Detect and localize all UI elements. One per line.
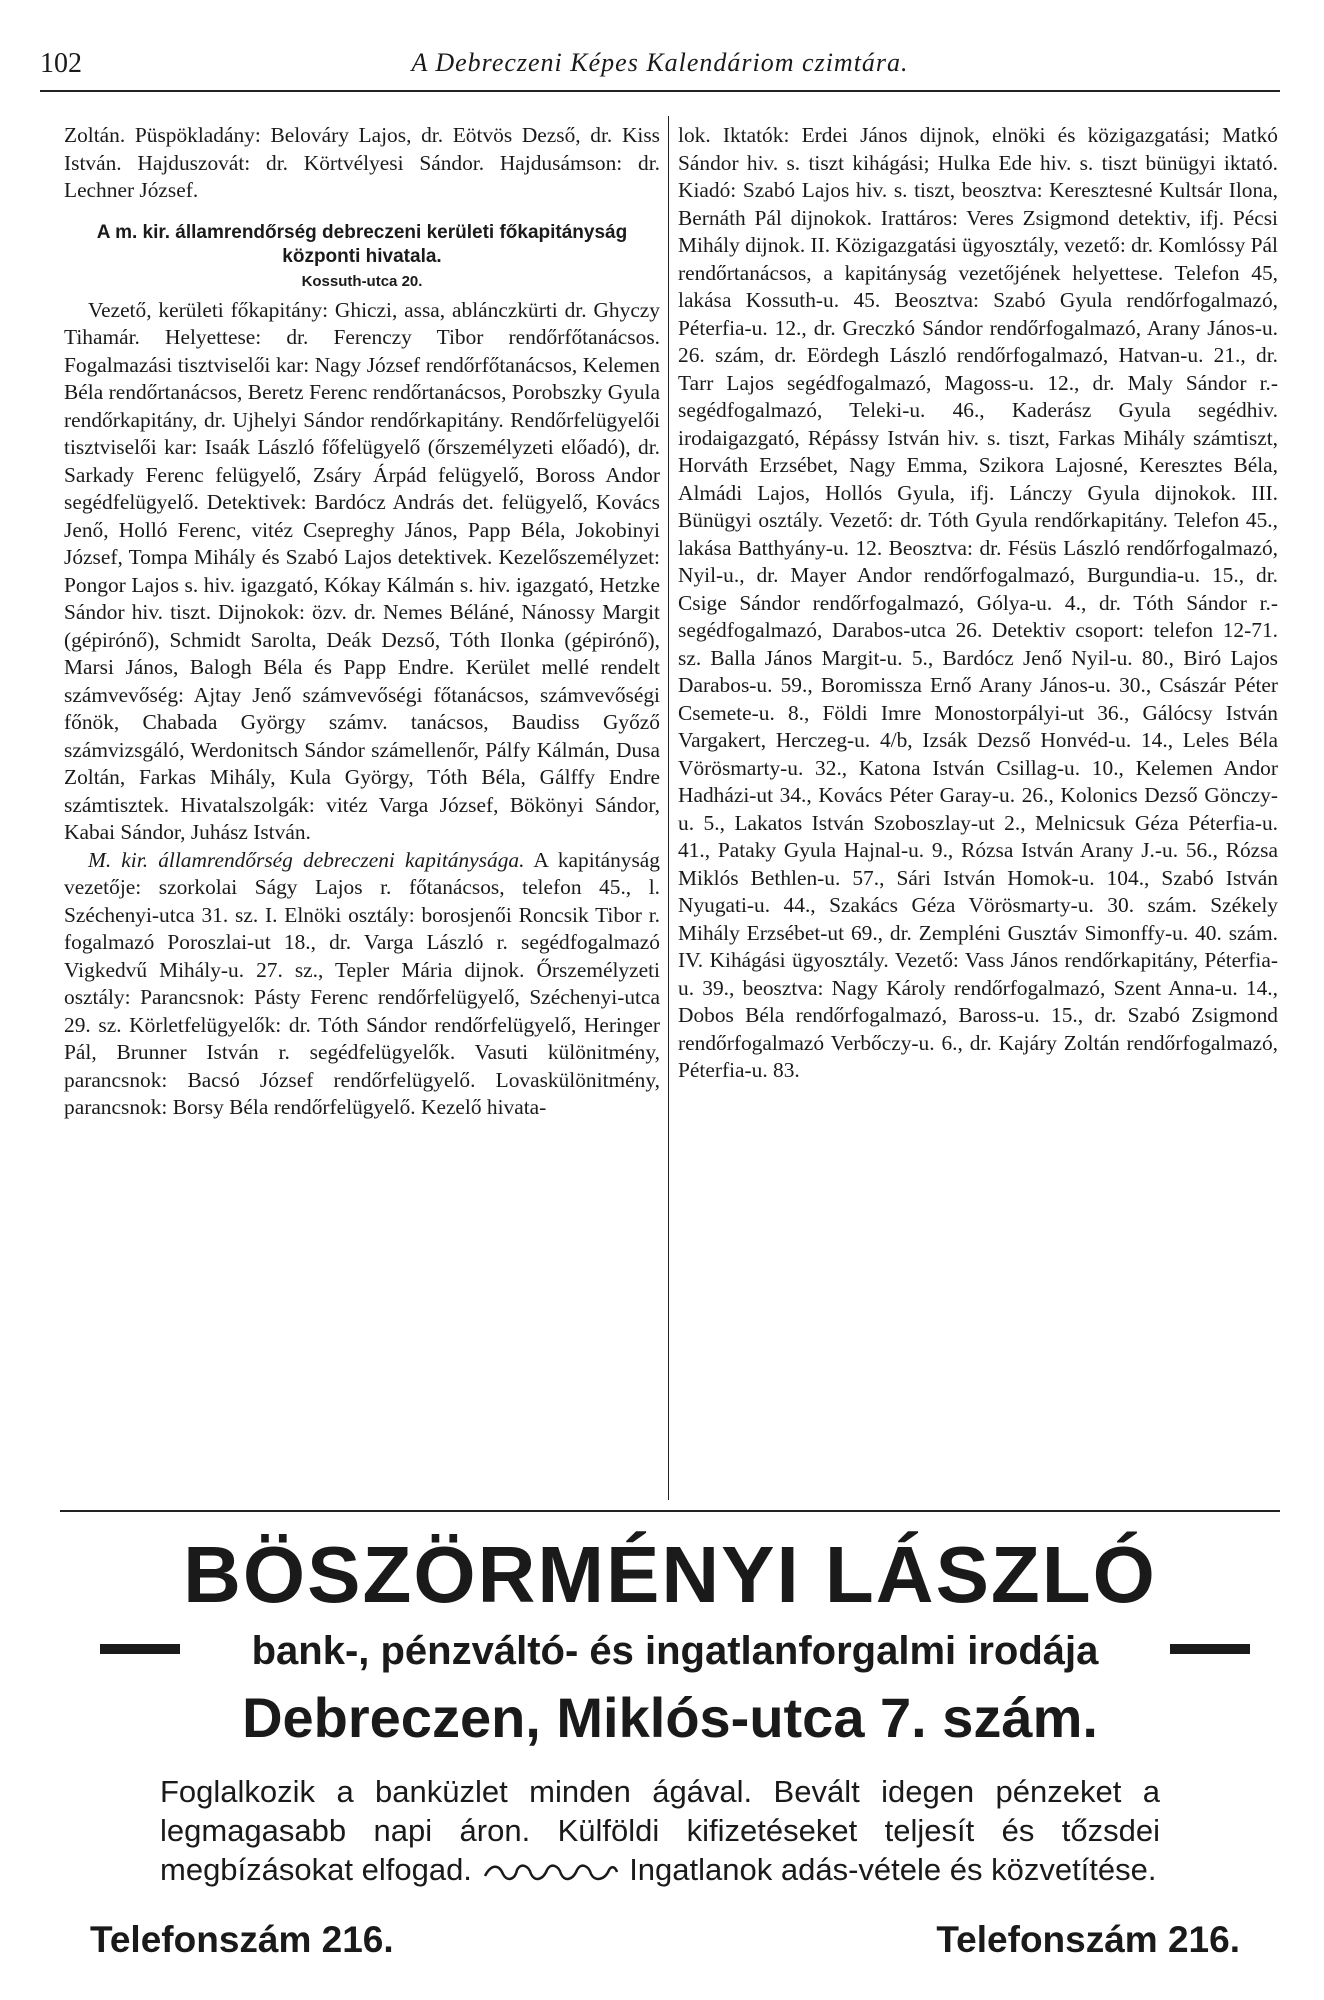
ad-address: Debreczen, Miklós-utca 7. szám.: [242, 1686, 1098, 1749]
ad-phone-left: Telefonszám 216.: [90, 1919, 394, 1960]
advertisement: [60, 1510, 1280, 1980]
ad-left-bar: [100, 1644, 180, 1654]
section-heading: A m. kir. államrendőrség debreczeni kerületi főkapitányság központi hivatala.: [96, 221, 628, 267]
running-title: A Debreczeni Képes Kalendáriom czimtára.: [411, 48, 909, 77]
page-number: 102: [40, 48, 82, 79]
ad-right-bar: [1170, 1644, 1250, 1654]
ad-top-rule: [60, 1510, 1280, 1512]
ad-title: BÖSZÖRMÉNYI LÁSZLÓ: [183, 1530, 1157, 1619]
ad-subtitle-row: [60, 1626, 1280, 1676]
left-column: [64, 122, 660, 1494]
left-paragraph-2: [64, 847, 660, 1122]
ad-body: [160, 1772, 1160, 1889]
left-paragraph-2-text: A kapitányság vezetője: szorkolai Ságy Lajos r. főtanácsos, telefon 45., l. Széchenyi-utca 31. sz. I. Elnöki osztály: borosjenői Roncsik Tibor r. fogalmazó Poroszlai-ut 18., dr. Varga László r. segédfogalmazó Vigkedvű Mihály-u. 27. sz., Tepler Mária dijnok. Őrszemélyzeti osztály: Parancsnok: Pásty Ferenc rendőrfelügyelő, Széchenyi-utca 29. sz. Körletfelügyelők: dr. Tóth Sándor rendőrfelügyelő, Heringer Pál, Brunner István r. segédfelügyelők. Vasuti különitmény, parancsnok: Bacsó József rendőrfelügyelő. Lovaskülönitmény, parancsnok: Borsy Béla rendőrfelügyelő. Kezelő hivata-: [64, 847, 660, 1119]
ad-subtitle: bank-, pénzváltó- és ingatlanforgalmi irodája: [251, 1629, 1099, 1673]
ad-body-text: Foglalkozik a banküzlet minden ágával. Bevált idegen pénzeket a legmagasabb napi áron. Külföldi kifizetéseket teljesít és tőzsdei megbízásokat elfogad.: [160, 1774, 1160, 1887]
right-column: [678, 122, 1278, 1494]
subsection-title: M. kir. államrendőrség debreczeni kapitánysága.: [88, 847, 525, 872]
ad-phone-right: Telefonszám 216.: [936, 1919, 1240, 1960]
left-paragraph-0: Zoltán. Püspökladány: Belováry Lajos, dr. Eötvös Dezső, dr. Kiss István. Hajduszovát: dr. Körtvélyesi Sándor. Hajdusámson: dr. Lechner József.: [64, 123, 660, 202]
ad-body-text-2: Ingatlanok adás-vétele és közvetítése.: [629, 1852, 1157, 1887]
right-paragraph-0: lok. Iktatók: Erdei János dijnok, elnöki és közigazgatási; Matkó Sándor hiv. s. tiszt kihágási; Hulka Ede hiv. s. tiszt bünügyi iktató. Kiadó: Szabó Lajos hiv. s. tiszt, beosztva: Keresztesné Kultsár Ilona, Bernáth Pál dijnokok. Irattáros: Veres Zsigmond detektiv, ifj. Pécsi Mihály dijnok. II. Közigazgatási ügyosztály, vezető: dr. Komlóssy Pál rendőrtanácsos, a kapitányság vezetőjének helyettese. Telefon 45, lakása Kossuth-u. 45. Beosztva: Szabó Gyula rendőrfogalmazó, Péterfia-u. 12., dr. Greczkó Sándor rendőrfogalmazó, Arany János-u. 26. szám, dr. Eördegh László rendőrfogalmazó, Hatvan-u. 21., dr. Tarr Lajos segédfogalmazó, Magoss-u. 12., dr. Maly Sándor r.-segédfogalmazó, Teleki-u. 46., Kaderász Gyula segédhiv. irodaigazgató, Répássy István hiv. s. tiszt, Farkas Mihály számtiszt, Horváth Erzsébet, Nagy Emma, Szikora Lajosné, Keresztes Béla, Almádi Lajos, Hollós Gyula, ifj. Lánczy Gyula dijnokok. III. Bünügyi osztály. Vezető: dr. Tóth Gyula rendőrkapitány. Telefon 45., lakása Batthyány-u. 12. Beosztva: dr. Fésüs László rendőrfogalmazó, Nyil-u., dr. Mayer Andor rendőrfogalmazó, Burgundia-u. 15., dr. Csige Sándor rendőrfogalmazó, Gólya-u. 4., dr. Tóth Sándor r.-segédfogalmazó, Darabos-utca 26. Detektiv csoport: telefon 12-71. sz. Balla János Margit-u. 5., Bardócz Jenő Nyil-u. 80., Biró Lajos Darabos-u. 59., Boromissza Ernő Arany János-u. 30., Császár Péter Csemete-u. 8., Földi Imre Monostorpályi-ut 36., Gálócsy István Vargakert, Herczeg-u. 4/b, Izsák Dezső Honvéd-u. 14., Leles Béla Vörösmarty-u. 32., Katona István Csillag-u. 10., Kelemen Andor Hadházi-ut 34., Kovács Péter Garay-u. 26., Kolonics Dezső Gönczy-u. 5., Lakatos István Szoboszlay-ut 2., Melnicsuk Géza Péterfia-u. 41., Pataky Gyula Hajnal-u. 9., Rózsa István Arany J.-u. 56., Rózsa Miklós Bethlen-u. 57., Sári István Homok-u. 104., Szabó István Nyugati-u. 44., Szakács Géza Vörösmarty-u. 30. szám. Székely Mihály Erzsébet-ut 69., dr. Zempléni Gusztáv Simonffy-u. 40. szám. IV. Kihágási ügyosztály. Vezető: Vass János rendőrkapitány, Péterfia-u. 39., beosztva: Nagy Károly rendőrfogalmazó, Szent Anna-u. 14., Dobos Béla rendőrfogalmazó, Baross-u. 15., dr. Szabó Zsigmond rendőrfogalmazó Verbőczy-u. 6., dr. Kajáry Zoltán rendőrfogalmazó, Péterfia-u. 83.: [678, 123, 1278, 1082]
left-paragraph-1: Vezető, kerületi főkapitány: Ghiczi, assa, ablánczkürti dr. Ghyczy Tihamár. Helyettese: dr. Ferenczy Tibor rendőrfőtanácsos. Fogalmazási tisztviselői kar: Nagy József rendőrfőtanácsos, Kelemen Béla rendőrtanácsos, Beretz Ferenc rendőrtanácsos, Porobszky Gyula rendőrkapitány, dr. Ujhelyi Sándor rendőrkapitány. Rendőrfelügyelői tisztviselői kar: Isaák László főfelügyelő (őrszemélyzeti előadó), dr. Sarkady Ferenc felügyelő, Zsáry Árpád felügyelő, Boross Andor segédfelügyelő. Detektivek: Bardócz András det. felügyelő, Kovács Jenő, Holló Ferenc, vitéz Csepreghy János, Papp Béla, Jokobinyi József, Tompa Mihály és Szabó Lajos detektivek. Kezelőszemélyzet: Pongor Lajos s. hiv. igazgató, Kókay Kálmán s. hiv. igazgató, Hetzke Sándor hiv. tiszt. Dijnokok: özv. dr. Nemes Béláné, Nánossy Margit (gépirónő), Schmidt Sarolta, Deák Dezső, Tóth Ilonka (gépirónő), Marsi János, Balogh Béla és Papp Endre. Kerület mellé rendelt számvevőség: Ajtay Jenő számvevőségi főtanácsos, számvevőségi főnök, Chabada György számv. tanácsos, Baudiss Győző számvizsgáló, Werdonitsch Sándor számellenőr, Pálfy Kálmán, Dusa Zoltán, Farkas Mihály, Kula György, Tóth Béla, Gálffy Endre számtisztek. Hivatalszolgák: vitéz Varga József, Bökönyi Sándor, Kabai Sándor, Juhász István.: [64, 297, 660, 844]
page-header: [40, 44, 1280, 92]
column-divider: [668, 116, 669, 1500]
ornament-icon: [481, 1862, 621, 1882]
section-address: Kossuth-utca 20.: [301, 272, 423, 290]
